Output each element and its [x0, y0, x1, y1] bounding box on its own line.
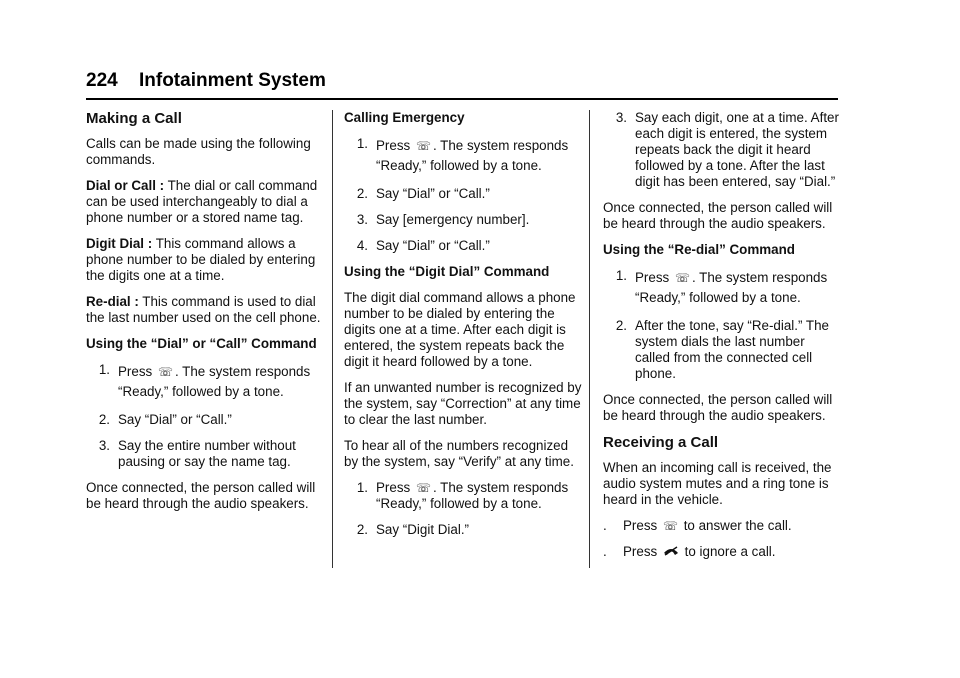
making-a-call-heading: Making a Call — [86, 110, 182, 127]
header-rule — [86, 98, 838, 100]
intro-paragraph: Calls can be made using the following commands. — [86, 136, 311, 167]
ignore-bullet: . Press to ignore a call. — [603, 544, 776, 559]
step-number: 2. — [356, 522, 368, 537]
connected-paragraph: Once connected, the person called will be heard through the audio speakers. — [603, 200, 833, 231]
page-header — [86, 70, 838, 92]
step-number: 1. — [98, 362, 110, 377]
step-number: 3. — [356, 212, 368, 227]
redial-label: Re-dial : — [86, 294, 139, 309]
hang-up-icon — [663, 544, 679, 560]
phone-icon: ☏ — [662, 519, 678, 533]
step-number: 4. — [356, 238, 368, 253]
dial-step-2: 2. Say “Dial” or “Call.” — [86, 412, 322, 428]
column-divider-2 — [589, 110, 590, 568]
receiving-paragraph: When an incoming call is received, the audio system mutes and a ring tone is heard in the vehicle. — [603, 460, 832, 507]
emergency-step-4: 4. Say “Dial” or “Call.” — [344, 238, 582, 254]
digit-step-2: 2. Say “Digit Dial.” — [344, 522, 582, 538]
redial-step-2: 2. After the tone, say “Re-dial.” The system dials the last number called from the connected cell phone. — [603, 318, 839, 382]
column-divider-1 — [332, 110, 333, 568]
step-number: 1. — [356, 136, 368, 151]
column-1 — [86, 110, 322, 522]
redial-paragraph — [86, 294, 322, 326]
section-title: Infotainment System — [138, 70, 326, 91]
step-number: 3. — [98, 438, 110, 453]
step-number: 2. — [615, 318, 627, 333]
emergency-step-3: 3. Say [emergency number]. — [344, 212, 582, 228]
redial-step-1: 1. Press ☏ . The system responds “Ready,” followed by a tone. — [603, 268, 839, 308]
answer-bullet: . Press ☏ to answer the call. — [603, 518, 792, 533]
dial-or-call-label: Dial or Call : — [86, 178, 165, 193]
column-3 — [603, 110, 839, 570]
dial-step-1: 1. Press ☏ . The system responds “Ready,” followed by a tone. — [86, 362, 322, 402]
step-number: 1. — [615, 268, 627, 283]
step-number: 2. — [356, 186, 368, 201]
phone-icon: ☏ — [674, 271, 690, 285]
digit-dial-paragraph: The digit dial command allows a phone number to be dialed by entering the digits one at a time. After each digit is entered, the system repeats back the digit it heard followed by a tone. — [344, 290, 576, 369]
phone-icon: ☏ — [415, 481, 431, 495]
step-number: 1. — [356, 480, 368, 495]
digit-dial-text: This command allows a phone number to be dialed by entering the digits one at a time. — [86, 236, 316, 283]
dial-step-3: 3. Say the entire number without pausing or say the name tag. — [86, 438, 322, 470]
receiving-a-call-heading: Receiving a Call — [603, 434, 719, 451]
redial-heading: Using the “Re-dial” Command — [603, 242, 795, 257]
digit-dial-heading: Using the “Digit Dial” Command — [344, 264, 550, 279]
digit-dial-paragraph — [86, 236, 322, 284]
connected-paragraph-2: Once connected, the person called will be heard through the audio speakers. — [603, 392, 833, 423]
outro-paragraph: Once connected, the person called will be heard through the audio speakers. — [86, 480, 316, 511]
calling-emergency-heading: Calling Emergency — [344, 110, 465, 125]
step-number: 3. — [615, 110, 627, 125]
emergency-step-1: 1. Press ☏ . The system responds “Ready,” followed by a tone. — [344, 136, 582, 176]
using-dial-heading: Using the “Dial” or “Call” Command — [86, 336, 317, 351]
page-number: 224 — [86, 70, 118, 91]
phone-icon: ☏ — [157, 365, 173, 379]
digit-step-3: 3. Say each digit, one at a time. After each digit is entered, the system repeats back the digit it heard followed by a tone. After the last digit has been entered, say “Dial.” — [603, 110, 839, 190]
redial-text: This command is used to dial the last number used on the cell phone. — [86, 294, 321, 325]
dial-or-call-text: The dial or call command can be used interchangeably to dial a phone number or a stored name tag. — [86, 178, 318, 225]
unwanted-number-paragraph: If an unwanted number is recognized by the system, say “Correction” at any time to clear the last number. — [344, 380, 582, 427]
dial-or-call-paragraph — [86, 178, 322, 226]
phone-icon: ☏ — [415, 139, 431, 153]
step-number: 2. — [98, 412, 110, 427]
hear-all-paragraph: To hear all of the numbers recognized by the system, say “Verify” at any time. — [344, 438, 574, 469]
digit-dial-label: Digit Dial : — [86, 236, 153, 251]
digit-step-1: 1. Press ☏ . The system responds “Ready,” followed by a tone. — [344, 480, 582, 512]
column-2 — [344, 110, 582, 548]
emergency-step-2: 2. Say “Dial” or “Call.” — [344, 186, 582, 202]
